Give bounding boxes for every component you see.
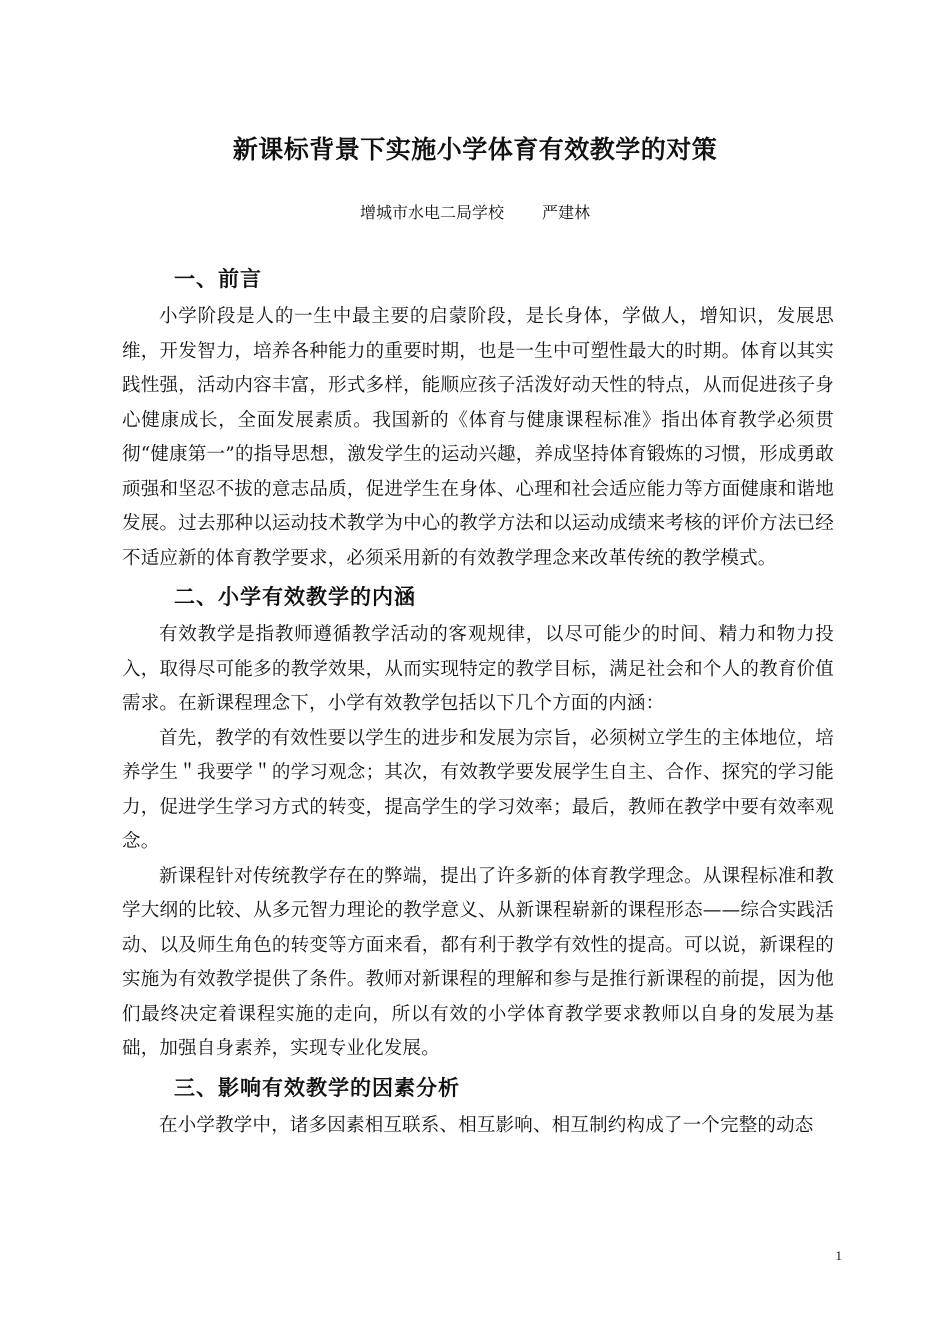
- paragraph: 新课程针对传统教学存在的弊端，提出了许多新的体育教学理念。从课程标准和教学大纲的比较、从多元智力理论的教学意义、从新课程崭新的课程形态——综合实践活动、以及师生角色的转变等方面来看，都有利于教学有效性的提高。可以说，新课程的实施为有效教学提供了条件。教师对新课程的理解和参与是推行新课程的前提，因为他们最终决定着课程实施的走向，所以有效的小学体育教学要求教师以自身的发展为基础，加强自身素养，实现专业化发展。: [122, 865, 834, 1059]
- section-preface: [122, 258, 834, 576]
- page-number: 1: [835, 1248, 842, 1263]
- paragraph: 首先，教学的有效性要以学生的进步和发展为宗旨，必须树立学生的主体地位，培养学生＂我要学＂的学习观念；其次，有效教学要发展学生自主、合作、探究的学习能力，促进学生学习方式的转变，提高学生的学习效率；最后，教师在教学中要有效率观念。: [122, 727, 834, 852]
- paragraph: 在小学教学中，诸多因素相互联系、相互影响、相互制约构成了一个完整的动态: [159, 1114, 814, 1136]
- document-body: [122, 258, 834, 1143]
- paragraph: 有效教学是指教师遵循教学活动的客观规律，以尽可能少的时间、精力和物力投入，取得尽可能多的教学效果，从而实现特定的教学目标，满足社会和个人的教育价值需求。在新课程理念下，小学有效教学包括以下几个方面的内涵：: [122, 624, 834, 714]
- section-effective-teaching-meaning: [122, 576, 834, 1067]
- byline-school: 增城市水电二局学校: [359, 203, 504, 222]
- byline: [0, 200, 950, 226]
- byline-author: 严建林: [542, 203, 591, 222]
- section-heading: 二、小学有效教学的内涵: [174, 585, 416, 609]
- section-heading: 一、前言: [174, 267, 262, 291]
- section-factor-analysis: [122, 1067, 834, 1144]
- section-heading: 三、影响有效教学的因素分析: [174, 1075, 460, 1100]
- paragraph: 小学阶段是人的一生中最主要的启蒙阶段，是长身体，学做人，增知识，发展思维，开发智力，培养各种能力的重要时期，也是一生中可塑性最大的时期。体育以其实践性强，活动内容丰富，形式多样，能顺应孩子活泼好动天性的特点，从而促进孩子身心健康成长，全面发展素质。我国新的《体育与健康课程标准》指出体育教学必须贯彻“健康第一”的指导思想，激发学生的运动兴趣，养成坚持体育锻炼的习惯，形成勇敢顽强和坚忍不拔的意志品质，促进学生在身体、心理和社会适应能力等方面健康和谐地发展。过去那种以运动技术教学为中心的教学方法和以运动成绩来考核的评价方法已经不适应新的体育教学要求，必须采用新的有效教学理念来改革传统的教学模式。: [122, 306, 834, 569]
- document-title: 新课标背景下实施小学体育有效教学的对策: [232, 135, 718, 164]
